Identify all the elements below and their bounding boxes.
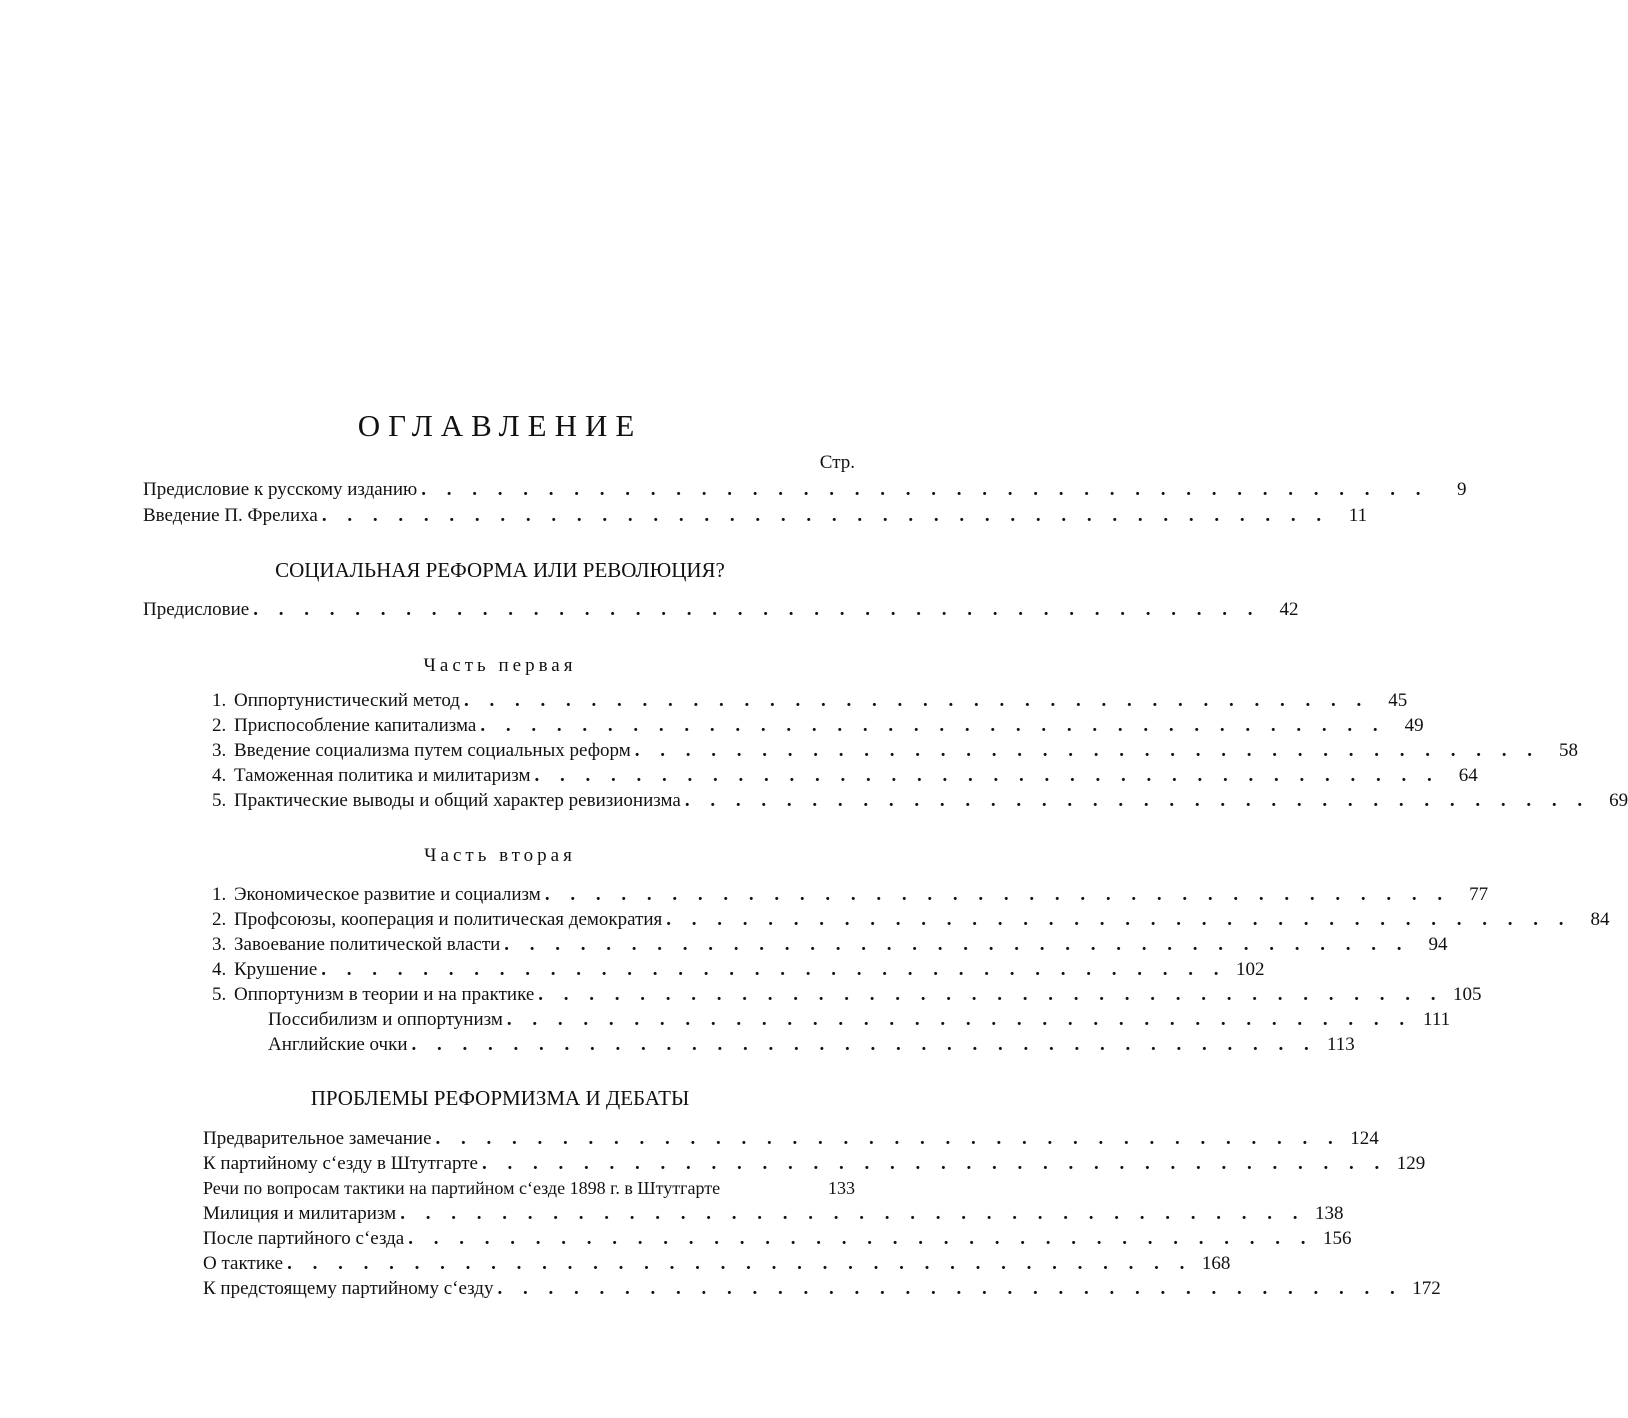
leader-dots: . . . . . . . . . . . . . . . . . . . . . . . . . . . . . . . . . . . . bbox=[497, 1278, 1403, 1299]
toc-entry-page: 138 bbox=[1314, 1203, 1344, 1224]
toc-entry[interactable] bbox=[212, 984, 1482, 1008]
toc-entry-label bbox=[212, 715, 476, 737]
toc-entry-page: 77 bbox=[1469, 884, 1489, 905]
leader-dots: . . . . . . . . . . . . . . . . . . . . . . . . . . . . . . . . . . . . bbox=[684, 790, 1591, 811]
toc-entry-number: 3. bbox=[212, 740, 227, 761]
toc-entry-label: Поссибилизм и оппортунизм bbox=[268, 1009, 503, 1030]
toc-entry-label: Введение П. Фрелиха bbox=[143, 505, 318, 526]
toc-entry-text: Введение социализма путем социальных реформ bbox=[234, 740, 631, 761]
leader-dots: . . . . . . . . . . . . . . . . . . . . . . . . . . . . . . . . . . . . bbox=[538, 984, 1444, 1005]
toc-entry-page: 124 bbox=[1350, 1128, 1379, 1149]
toc-entry[interactable] bbox=[212, 690, 1408, 714]
toc-entry-page: 105 bbox=[1453, 984, 1482, 1005]
toc-entry[interactable] bbox=[203, 1253, 1231, 1277]
leader-dots: . . . . . . . . . . . . . . . . . . . . . . . . . . . . . . . . . . . . bbox=[534, 765, 1440, 786]
toc-subentry[interactable] bbox=[268, 1034, 1355, 1058]
toc-entry-page: 58 bbox=[1559, 740, 1579, 761]
toc-entry-page: 111 bbox=[1423, 1009, 1451, 1030]
toc-entry-page: 9 bbox=[1456, 479, 1467, 500]
toc-entry-text: Приспособление капитализма bbox=[234, 715, 477, 736]
toc-entry-page: 45 bbox=[1388, 690, 1408, 711]
leader-dots: . . . . . . . . . . . . . . . . . . . . . . . . . . . . . . . . . . . . bbox=[463, 690, 1370, 711]
toc-entry-text: Крушение bbox=[234, 959, 318, 980]
section-title: СОЦИАЛЬНАЯ РЕФОРМА ИЛИ РЕВОЛЮЦИЯ? bbox=[275, 558, 725, 582]
toc-entry-label: К партийному с‘езду в Штутгарте bbox=[203, 1153, 478, 1174]
toc-entry-text: Оппортунизм в теории и на практике bbox=[234, 984, 535, 1005]
toc-entry-label bbox=[212, 790, 681, 812]
leader-dots: . . . . . . . . . . . . . . . . . . . . . . . . . . . . . . . . . . . . bbox=[435, 1128, 1341, 1149]
leader-dots: . . . . . . . . . . . . . . . . . . . . . . . . . . . . . . . . . . . . bbox=[544, 884, 1451, 905]
leader-dots: . . . . . . . . . . . . . . . . . . . . . . . . . . . . . . . . . . . . bbox=[287, 1253, 1193, 1274]
toc-entry[interactable] bbox=[203, 1278, 1441, 1302]
toc-entry-label bbox=[212, 959, 317, 981]
leader-dots: . . . . . . . . . . . . . . . . . . . . . . . . . . . . . . . . . . . . . . . . bbox=[421, 479, 1429, 500]
leader-dots: . . . . . . . . . . . . . . . . . . . . . . . . . . . . . . . . . . . . bbox=[400, 1203, 1306, 1224]
leader-dots: . . . . . . . . . . . . . . . . . . . . . . . . . . . . . . . . . . . . bbox=[411, 1034, 1317, 1055]
toc-entry[interactable] bbox=[212, 934, 1448, 958]
toc-entry[interactable] bbox=[143, 599, 1299, 623]
toc-entry[interactable] bbox=[143, 505, 1368, 529]
toc-subentry[interactable] bbox=[268, 1009, 1451, 1033]
toc-entry-label bbox=[212, 984, 534, 1006]
leader-dots: . . . . . . . . . . . . . . . . . . . . . . . . . . . . . . . . . . . . bbox=[506, 1009, 1413, 1030]
leader-dots: . . . . . . . . . . . . . . . . . . . . . . . . . . . . . . . . . . . . bbox=[321, 959, 1227, 980]
toc-entry-number: 4. bbox=[212, 765, 227, 786]
toc-entry-number: 2. bbox=[212, 715, 227, 736]
toc-entry-text: Экономическое развитие и социализм bbox=[234, 884, 541, 905]
leader-dots: . . . . . . . . . . . . . . . . . . . . . . . . . . . . . . . . . . . . bbox=[634, 740, 1541, 761]
page-column-label: Стр. bbox=[819, 452, 855, 473]
toc-entry-page: 84 bbox=[1590, 909, 1610, 930]
toc-entry-label: Речи по вопросам тактики на партийном с‘езде 1898 г. в Штутгарте bbox=[203, 1178, 721, 1198]
toc-entry[interactable] bbox=[203, 1153, 1426, 1177]
toc-entry-label bbox=[212, 884, 541, 906]
toc-entry-number: 5. bbox=[212, 984, 227, 1005]
section-title: ПРОБЛЕМЫ РЕФОРМИЗМА И ДЕБАТЫ bbox=[310, 1086, 690, 1110]
part-title: Часть вторая bbox=[424, 845, 576, 866]
toc-entry-page: 113 bbox=[1326, 1034, 1355, 1055]
toc-entry-label bbox=[212, 690, 460, 712]
toc-entry[interactable] bbox=[203, 1128, 1379, 1152]
leader-dots: . . . . . . . . . . . . . . . . . . . . . . . . . . . . . . . . . . . . bbox=[504, 934, 1410, 955]
leader-dots: . . . . . . . . . . . . . . . . . . . . . . . . . . . . . . . . . . . . bbox=[408, 1228, 1314, 1249]
toc-entry-page: 49 bbox=[1404, 715, 1424, 736]
toc-entry-page: 64 bbox=[1458, 765, 1478, 786]
toc-entry-number: 1. bbox=[212, 690, 227, 711]
toc-entry-label: К предстоящему партийному с‘езду bbox=[203, 1278, 494, 1299]
toc-entry-page: 102 bbox=[1236, 959, 1265, 980]
toc-entry[interactable] bbox=[143, 479, 1467, 503]
toc-entry-number: 4. bbox=[212, 959, 227, 980]
toc-entry[interactable] bbox=[212, 765, 1478, 789]
toc-entry-label bbox=[212, 909, 662, 931]
toc-entry-label: Предварительное замечание bbox=[203, 1128, 432, 1149]
leader-dots: . . . . . . . . . . . . . . . . . . . . . . . . . . . . . . . . . . . . . . . . bbox=[253, 599, 1261, 620]
leader-dots: . . . . . . . . . . . . . . . . . . . . . . . . . . . . . . . . . . . . bbox=[666, 909, 1572, 930]
toc-entry[interactable] bbox=[212, 959, 1265, 983]
toc-entry[interactable] bbox=[212, 715, 1424, 739]
toc-entry-number: 5. bbox=[212, 790, 227, 811]
toc-entry[interactable] bbox=[203, 1203, 1344, 1227]
toc-entry[interactable] bbox=[212, 884, 1489, 908]
toc-entry[interactable] bbox=[203, 1178, 855, 1202]
toc-entry-label: Английские очки bbox=[268, 1034, 408, 1055]
page-title: ОГЛАВЛЕНИЕ bbox=[357, 408, 643, 443]
toc-entry-label: О тактике bbox=[203, 1253, 284, 1274]
part-title: Часть первая bbox=[423, 655, 577, 676]
toc-entry-page: 172 bbox=[1412, 1278, 1441, 1299]
toc-entry-number: 2. bbox=[212, 909, 227, 930]
toc-entry-page: 42 bbox=[1279, 599, 1299, 620]
toc-entry-page: 69 bbox=[1609, 790, 1628, 811]
toc-entry-label: Милиция и милитаризм bbox=[203, 1203, 397, 1224]
leader-dots: . . . . . . . . . . . . . . . . . . . . . . . . . . . . . . . . . . . . . . . . bbox=[321, 505, 1330, 526]
toc-entry-label bbox=[212, 740, 631, 762]
toc-entry-number: 1. bbox=[212, 884, 227, 905]
toc-entry[interactable] bbox=[212, 790, 1628, 814]
leader-dots: . . . . . . . . . . . . . . . . . . . . . . . . . . . . . . . . . . . . bbox=[481, 1153, 1388, 1174]
toc-entry-text: Таможенная политика и милитаризм bbox=[234, 765, 531, 786]
toc-entry-label bbox=[212, 765, 531, 787]
toc-entry-page: 156 bbox=[1322, 1228, 1352, 1249]
toc-entry-label: Предисловие к русскому изданию bbox=[143, 479, 418, 500]
toc-entry-text: Оппортунистический метод bbox=[234, 690, 460, 711]
toc-entry-label: Предисловие bbox=[143, 599, 250, 620]
toc-entry-label bbox=[212, 934, 500, 956]
toc-entry[interactable] bbox=[203, 1228, 1352, 1252]
leader-dots: . . . . . . . . . . . . . . . . . . . . . . . . . . . . . . . . . . . . bbox=[480, 715, 1386, 736]
toc-entry[interactable] bbox=[212, 909, 1610, 933]
toc-entry-number: 3. bbox=[212, 934, 227, 955]
toc-entry-text: Завоевание политической власти bbox=[234, 934, 501, 955]
toc-entry-page: 129 bbox=[1396, 1153, 1426, 1174]
toc-entry-text: Практические выводы и общий характер ревизионизма bbox=[234, 790, 681, 811]
toc-entry-page: 168 bbox=[1201, 1253, 1231, 1274]
toc-entry-text: Профсоюзы, кооперация и политическая демократия bbox=[234, 909, 663, 930]
toc-entry-label: После партийного с‘езда bbox=[203, 1228, 405, 1249]
toc-entry[interactable] bbox=[212, 740, 1579, 764]
toc-entry-page: 133 bbox=[828, 1178, 855, 1198]
toc-entry-page: 94 bbox=[1428, 934, 1448, 955]
toc-entry-page: 11 bbox=[1348, 505, 1368, 526]
